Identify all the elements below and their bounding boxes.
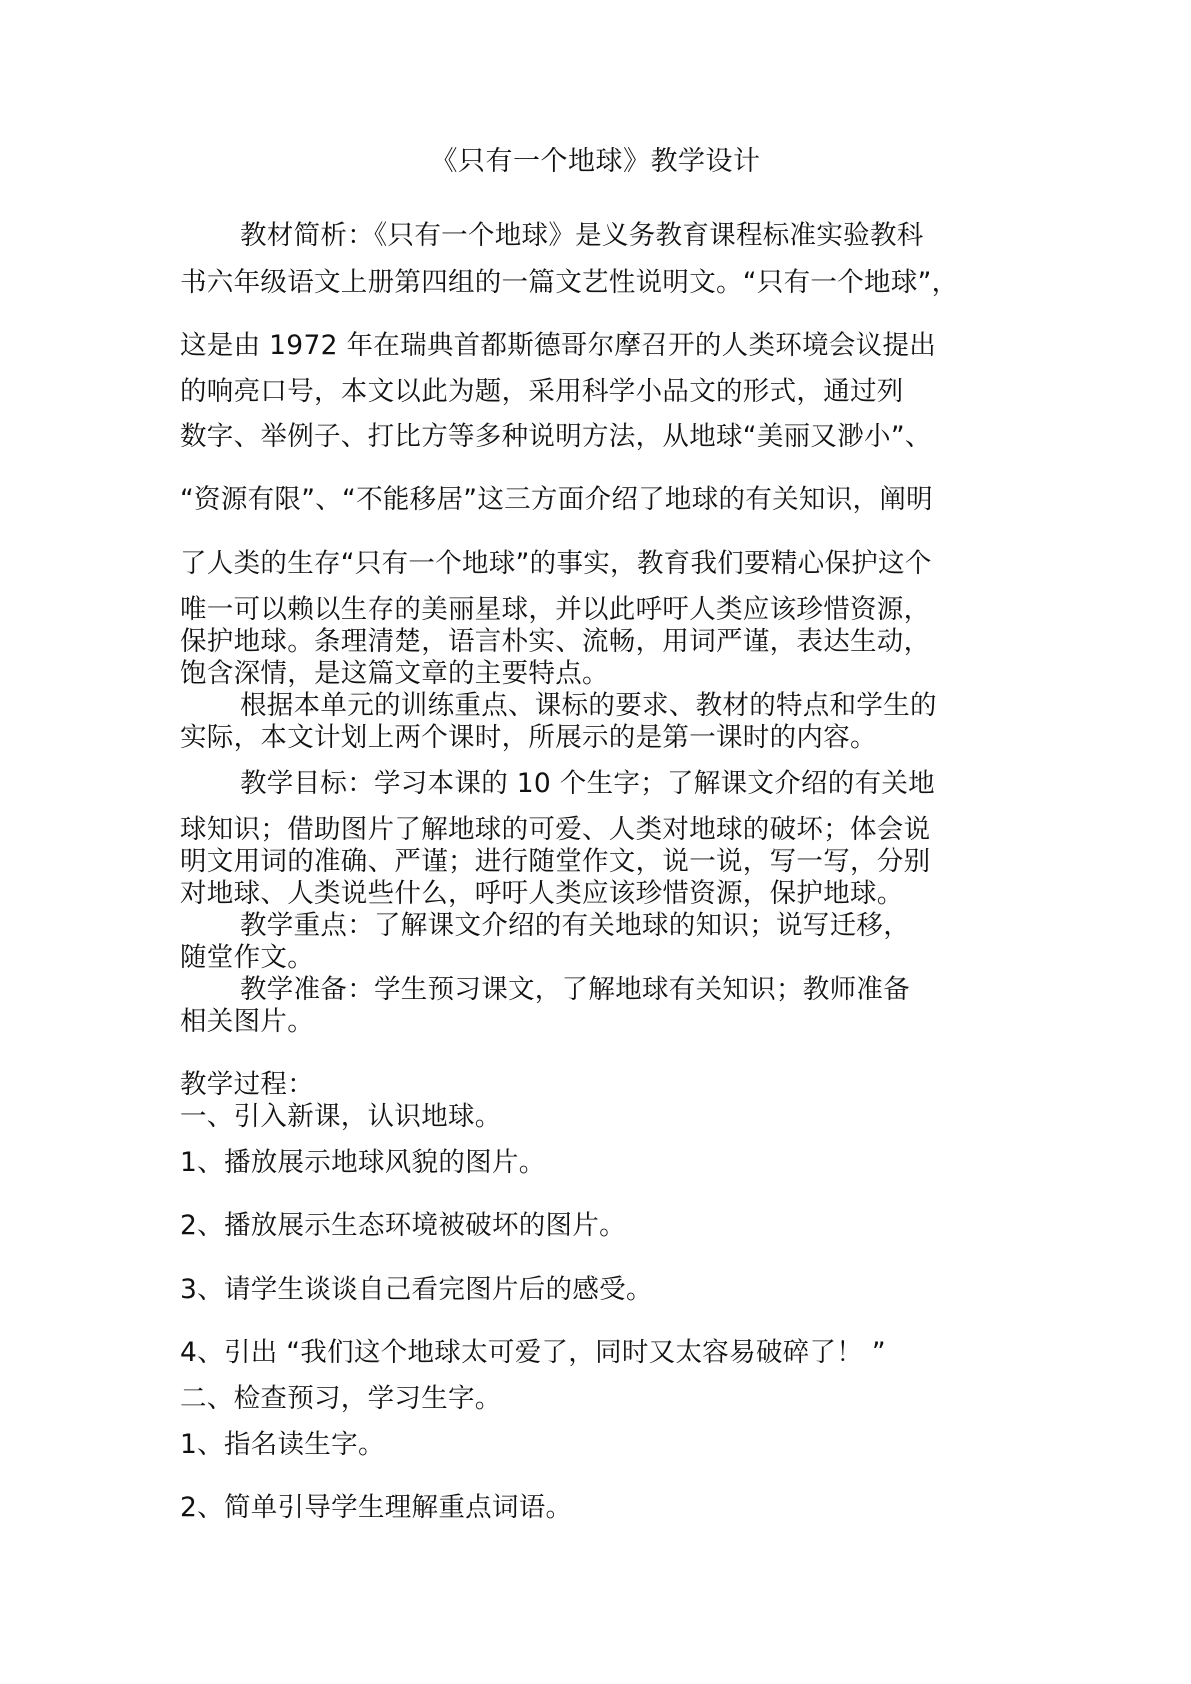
text-line: 保护地球。条理清楚，语言朴实、流畅，用词严谨，表达生动，	[180, 626, 931, 657]
section-heading: 一、引入新课，认识地球。	[180, 1101, 502, 1132]
text-line: 书六年级语文上册第四组的一篇文艺性说明文。“只有一个地球”，	[180, 267, 959, 298]
text-line: 这是由 1972 年在瑞典首都斯德哥尔摩召开的人类环境会议提出	[180, 330, 937, 361]
list-item: 1、播放展示地球风貌的图片。	[180, 1147, 546, 1178]
text-line: 随堂作文。	[180, 942, 314, 973]
text-line: 饱含深情，是这篇文章的主要特点。	[180, 658, 609, 689]
list-item: 2、播放展示生态环境被破坏的图片。	[180, 1210, 626, 1241]
document-title: 《只有一个地球》教学设计	[430, 146, 761, 177]
list-item: 2、简单引导学生理解重点词语。	[180, 1492, 573, 1523]
text-line: 相关图片。	[180, 1006, 314, 1037]
text-line: 教学重点：了解课文介绍的有关地球的知识；说写迁移，	[240, 910, 910, 941]
text-line: 的响亮口号，本文以此为题，采用科学小品文的形式，通过列	[180, 376, 904, 407]
list-item: 1、指名读生字。	[180, 1429, 385, 1460]
text-line: 根据本单元的训练重点、课标的要求、教材的特点和学生的	[240, 690, 937, 721]
text-line: 明文用词的准确、严谨；进行随堂作文，说一说，写一写，分别	[180, 846, 931, 877]
text-line: 了人类的生存“只有一个地球”的事实，教育我们要精心保护这个	[180, 548, 932, 579]
list-item: 4、引出 “我们这个地球太可爱了，同时又太容易破碎了！ ”	[180, 1337, 886, 1368]
text-line: 教材简析：《只有一个地球》是义务教育课程标准实验教科	[240, 220, 924, 251]
text-line: 教学目标：学习本课的 10 个生字；了解课文介绍的有关地	[240, 768, 935, 799]
text-line: 教学准备：学生预习课文，了解地球有关知识；教师准备	[240, 974, 910, 1005]
text-line: 唯一可以赖以生存的美丽星球，并以此呼吁人类应该珍惜资源，	[180, 594, 931, 625]
section-heading: 教学过程：	[180, 1069, 314, 1100]
text-line: “资源有限”、“不能移居”这三方面介绍了地球的有关知识，阐明	[180, 484, 933, 515]
section-heading: 二、检查预习，学习生字。	[180, 1383, 502, 1414]
text-line: 数字、举例子、打比方等多种说明方法，从地球“美丽又渺小”、	[180, 421, 932, 452]
text-line: 球知识；借助图片了解地球的可爱、人类对地球的破坏；体会说	[180, 814, 931, 845]
text-line: 实际，本文计划上两个课时，所展示的是第一课时的内容。	[180, 722, 877, 753]
list-item: 3、请学生谈谈自己看完图片后的感受。	[180, 1274, 653, 1305]
text-line: 对地球、人类说些什么，呼吁人类应该珍惜资源，保护地球。	[180, 878, 904, 909]
